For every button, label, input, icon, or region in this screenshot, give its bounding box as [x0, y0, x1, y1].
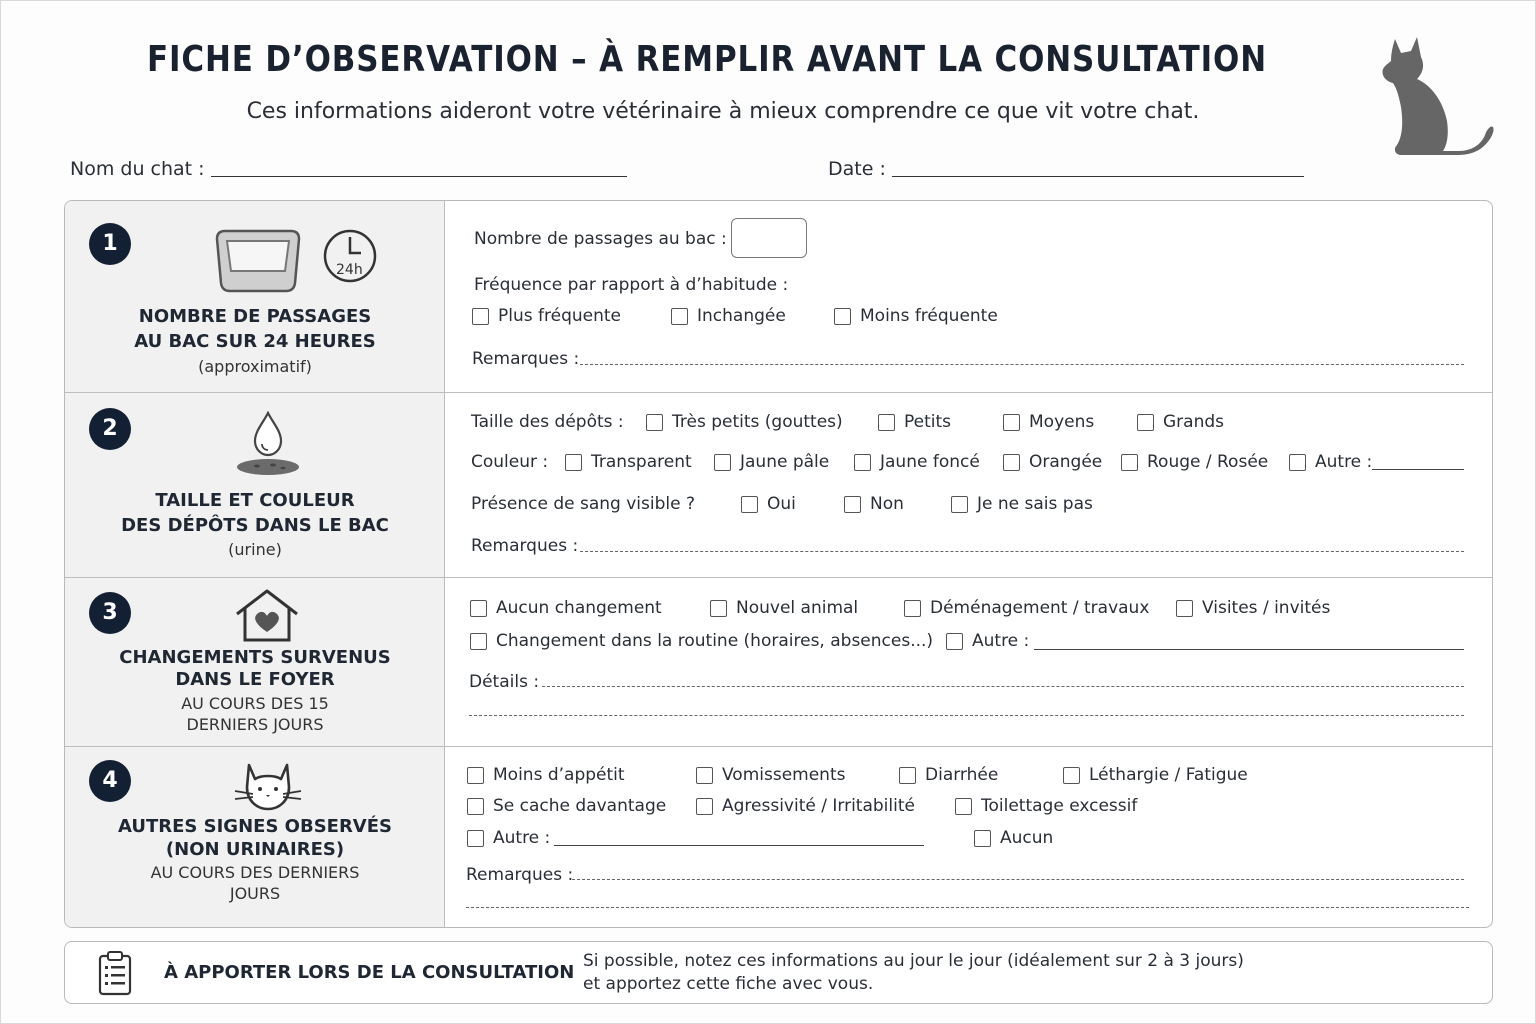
- less-appetite-checkbox[interactable]: Moins d’appétit: [467, 765, 625, 785]
- size-very-small-checkbox[interactable]: Très petits (gouttes): [646, 412, 843, 432]
- page-title: FICHE D’OBSERVATION – À REMPLIR AVANT LA CONSULTATION: [147, 39, 1267, 80]
- size-small-checkbox[interactable]: Petits: [878, 412, 951, 432]
- section-subtitle-line1: AU COURS DES 15: [181, 694, 329, 713]
- section-subtitle: (approximatif): [198, 357, 312, 376]
- color-dark-yellow-checkbox[interactable]: Jaune foncé: [854, 452, 980, 472]
- visits-guests-checkbox[interactable]: Visites / invités: [1176, 598, 1330, 618]
- blood-unknown-checkbox[interactable]: Je ne sais pas: [951, 494, 1093, 514]
- cat-name-field[interactable]: [211, 176, 627, 177]
- section-title-line1: AUTRES SIGNES OBSERVÉS: [117, 816, 393, 837]
- section-2-header: [65, 393, 445, 577]
- blood-yes-checkbox[interactable]: Oui: [741, 494, 796, 514]
- diarrhea-checkbox[interactable]: Diarrhée: [899, 765, 998, 785]
- color-label: Couleur :: [471, 452, 549, 472]
- remarks-field-line1[interactable]: [572, 879, 1464, 880]
- section-4-header: [65, 747, 445, 928]
- frequency-same-checkbox[interactable]: Inchangée: [671, 306, 786, 326]
- section-number-badge: 2: [89, 408, 131, 450]
- no-change-checkbox[interactable]: Aucun changement: [470, 598, 662, 618]
- cat-face-icon: [233, 757, 303, 813]
- footer-text-line1: Si possible, notez ces informations au jour le jour (idéalement sur 2 à 3 jours): [583, 951, 1244, 971]
- section-number-badge: 4: [89, 760, 131, 802]
- none-checkbox[interactable]: Aucun: [974, 828, 1053, 848]
- litter-box-icon: [211, 227, 305, 295]
- urine-drop-icon: [235, 411, 301, 479]
- other-change-checkbox[interactable]: Autre :: [946, 631, 1029, 651]
- other-change-field[interactable]: [1034, 649, 1464, 650]
- details-label: Détails :: [469, 672, 540, 692]
- blood-label: Présence de sang visible ?: [471, 494, 695, 514]
- section-title-line2: DANS LE FOYER: [175, 669, 335, 690]
- section-1-header: [65, 201, 445, 392]
- section-subtitle: (urine): [228, 540, 282, 559]
- section-number-badge: 3: [89, 592, 131, 634]
- remarks-field[interactable]: [580, 364, 1464, 365]
- section-3-header: [65, 578, 445, 746]
- blood-no-checkbox[interactable]: Non: [844, 494, 904, 514]
- date-label: Date :: [828, 158, 886, 180]
- section-3: [65, 578, 1492, 747]
- color-transparent-checkbox[interactable]: Transparent: [565, 452, 692, 472]
- section-subtitle-line2: DERNIERS JOURS: [186, 715, 324, 734]
- section-title-line1: CHANGEMENTS SURVENUS: [119, 647, 391, 668]
- section-title-line2: DES DÉPÔTS DANS LE BAC: [121, 515, 389, 536]
- cat-silhouette-icon: [1373, 31, 1497, 157]
- section-4: [65, 747, 1492, 928]
- routine-change-checkbox[interactable]: Changement dans la routine (horaires, absences...): [470, 631, 933, 651]
- cat-name-label: Nom du chat :: [70, 158, 205, 180]
- remarks-field-line2[interactable]: [466, 907, 1469, 908]
- date-field[interactable]: [892, 176, 1304, 177]
- svg-text:24h: 24h: [336, 262, 363, 278]
- size-medium-checkbox[interactable]: Moyens: [1003, 412, 1094, 432]
- color-pale-yellow-checkbox[interactable]: Jaune pâle: [714, 452, 829, 472]
- section-title-line2: AU BAC SUR 24 HEURES: [134, 331, 376, 352]
- excessive-grooming-checkbox[interactable]: Toilettage excessif: [955, 796, 1137, 816]
- section-subtitle-line1: AU COURS DES DERNIERS: [150, 863, 360, 882]
- remarks-label: Remarques :: [471, 536, 579, 556]
- page-subtitle: Ces informations aideront votre vétérinaire à mieux comprendre ce que vit votre chat.: [246, 99, 1200, 124]
- details-field-line2[interactable]: [469, 715, 1464, 716]
- remarks-label: Remarques :: [472, 349, 580, 369]
- section-1: [65, 201, 1492, 393]
- color-red-pink-checkbox[interactable]: Rouge / Rosée: [1121, 452, 1268, 472]
- frequency-label: Fréquence par rapport à d’habitude :: [474, 275, 789, 295]
- new-animal-checkbox[interactable]: Nouvel animal: [710, 598, 858, 618]
- aggressiveness-checkbox[interactable]: Agressivité / Irritabilité: [696, 796, 915, 816]
- frequency-more-checkbox[interactable]: Plus fréquente: [472, 306, 621, 326]
- clock-24h-icon: [321, 227, 379, 285]
- footer-text: [583, 950, 1244, 996]
- section-subtitle-line2: JOURS: [229, 884, 281, 903]
- remarks-field[interactable]: [580, 551, 1464, 552]
- size-large-checkbox[interactable]: Grands: [1137, 412, 1224, 432]
- footer-banner: [64, 941, 1493, 1004]
- color-other-checkbox[interactable]: Autre :: [1289, 452, 1372, 472]
- count-input[interactable]: [731, 218, 807, 258]
- lethargy-checkbox[interactable]: Léthargie / Fatigue: [1063, 765, 1248, 785]
- vomiting-checkbox[interactable]: Vomissements: [696, 765, 845, 785]
- house-heart-icon: [233, 588, 301, 644]
- frequency-less-checkbox[interactable]: Moins fréquente: [834, 306, 998, 326]
- color-other-field[interactable]: [1372, 469, 1464, 470]
- hides-more-checkbox[interactable]: Se cache davantage: [467, 796, 666, 816]
- section-title-line1: NOMBRE DE PASSAGES: [138, 306, 372, 327]
- section-2: [65, 393, 1492, 578]
- clipboard-icon: [97, 950, 133, 996]
- count-label: Nombre de passages au bac :: [474, 229, 727, 249]
- footer-text-line2: et apportez cette fiche avec vous.: [583, 974, 874, 994]
- details-field-line1[interactable]: [542, 686, 1464, 687]
- section-title-line1: TAILLE ET COULEUR: [155, 490, 355, 511]
- observation-table: [64, 200, 1493, 928]
- size-label: Taille des dépôts :: [471, 412, 624, 432]
- remarks-label: Remarques :: [466, 865, 574, 885]
- footer-title: À APPORTER LORS DE LA CONSULTATION: [164, 962, 575, 983]
- moving-works-checkbox[interactable]: Déménagement / travaux: [904, 598, 1149, 618]
- other-sign-checkbox[interactable]: Autre :: [467, 828, 550, 848]
- section-number-badge: 1: [89, 223, 131, 265]
- section-title-line2: (NON URINAIRES): [165, 839, 345, 860]
- color-orange-checkbox[interactable]: Orangée: [1003, 452, 1102, 472]
- other-sign-field[interactable]: [554, 845, 924, 846]
